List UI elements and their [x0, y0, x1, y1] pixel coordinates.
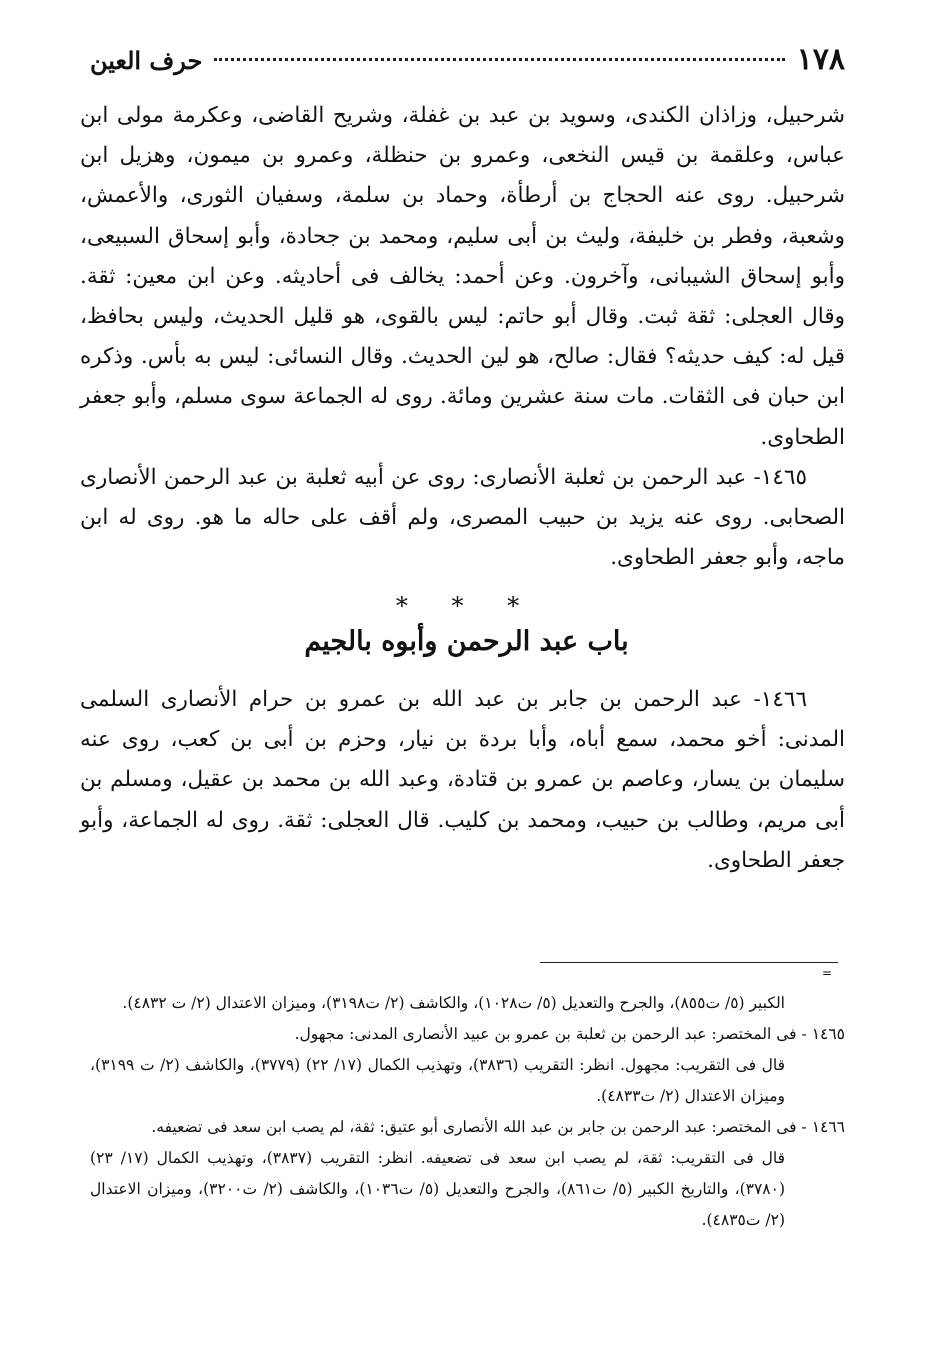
footnote-1466: ١٤٦٦ - فى المختصر: عبد الرحمن بن جابر بن عبد الله الأنصارى أبو عتيق: ثقة، لم يصب ابن سعد فى تضعيفه. [151, 1118, 845, 1136]
header-dotted-leader [214, 58, 784, 61]
section-heading: باب عبد الرحمن وأبوه بالجيم [304, 626, 629, 657]
footnotes [90, 988, 845, 1236]
page-header [90, 42, 845, 82]
footnote-1466-detail: قال فى التقريب: ثقة، لم يصب ابن سعد فى تضعيفه. انظر: التقريب (٣٨٣٧)، وتهذيب الكمال (١٧/ ٢٣) (٣٧٨٠)، والتاريخ الكبير (٥/ ت٨٦١)، والجرح والتعديل (٥/ ت١٠٣٦)، والكاشف (٢/ ت٣٢٠٠)، وميزان الاعتدال (٢/ ت٤٨٣٥). [90, 1149, 786, 1229]
paragraph-continued: شرحبيل، وزاذان الكندى، وسويد بن عبد بن غفلة، وشريح القاضى، وعكرمة مولى ابن عباس، وعلقمة بن قيس النخعى، وعمرو بن حنظلة، وعمرو بن ميمون، وهزيل ابن شرحبيل. روى عنه الحجاج بن أرطأة، وحماد بن سلمة، وسفيان الثورى، والأعمش، وشعبة، وفطر بن خليفة، وليث بن أبى سليم، ومحمد بن جحادة، وأبو إسحاق السبيعى، وأبو إسحاق الشيبانى، وآخرون. وعن أحمد: يخالف فى أحاديثه. وعن ابن معين: ثقة. وقال العجلى: ثقة ثبت. وقال أبو حاتم: ليس بالقوى، هو قليل الحديث، وليس بحافظ، قيل له: كيف حديثه؟ فقال: صالح، هو لين الحديث. وقال النسائى: ليس به بأس. وذكره ابن حبان فى الثقات. مات سنة عشرين ومائة. روى له الجماعة سوى مسلم، وأبو جعفر الطحاوى. [80, 103, 845, 450]
footnote-divider [540, 962, 838, 963]
main-text-section [80, 680, 845, 881]
footnote-continued: الكبير (٥/ ت٨٥٥)، والجرح والتعديل (٥/ ت١٠٢٨)، والكاشف (٢/ ت٣١٩٨)، وميزان الاعتدال (٢/ ت ٤٨٣٢). [122, 994, 785, 1012]
chapter-title: حرف العين [90, 46, 203, 75]
entry-1466: ١٤٦٦- عبد الرحمن بن جابر بن عبد الله بن عمرو بن حرام الأنصارى السلمى المدنى: أخو محمد، سمع أباه، وأبا بردة بن نيار، وحزم بن أبى بن كعب، روى عنه سليمان بن يسار، وعاصم بن عمرو بن قتادة، وعبد الله بن محمد بن عقيل، ومسلم بن أبى مريم، وطالب بن حبيب، ومحمد بن كليب. قال العجلى: ثقة. روى له الجماعة، وأبو جعفر الطحاوى. [80, 687, 845, 873]
entry-1465: ١٤٦٥- عبد الرحمن بن ثعلبة الأنصارى: روى عن أبيه ثعلبة بن عبد الرحمن الأنصارى الصحابى. روى عنه يزيد بن حبيب المصرى، ولم أقف على حاله ما هو. روى له ابن ماجه، وأبو جعفر الطحاوى. [80, 464, 845, 571]
main-text [80, 96, 845, 578]
page-number: ١٧٨ [796, 42, 845, 77]
footnote-continuation-mark: = [822, 966, 832, 980]
footnote-1465-detail: قال فى التقريب: مجهول. انظر: التقريب (٣٨٣٦)، وتهذيب الكمال (١٧/ ٢٢) (٣٧٧٩)، والكاشف (٢/ ت ٣١٩٩)، وميزان الاعتدال (٢/ ت٤٨٣٣). [90, 1056, 785, 1105]
section-separator: * * * [395, 592, 538, 620]
footnote-1465: ١٤٦٥ - فى المختصر: عبد الرحمن بن ثعلبة بن عمرو بن عبيد الأنصارى المدنى: مجهول. [294, 1025, 845, 1043]
